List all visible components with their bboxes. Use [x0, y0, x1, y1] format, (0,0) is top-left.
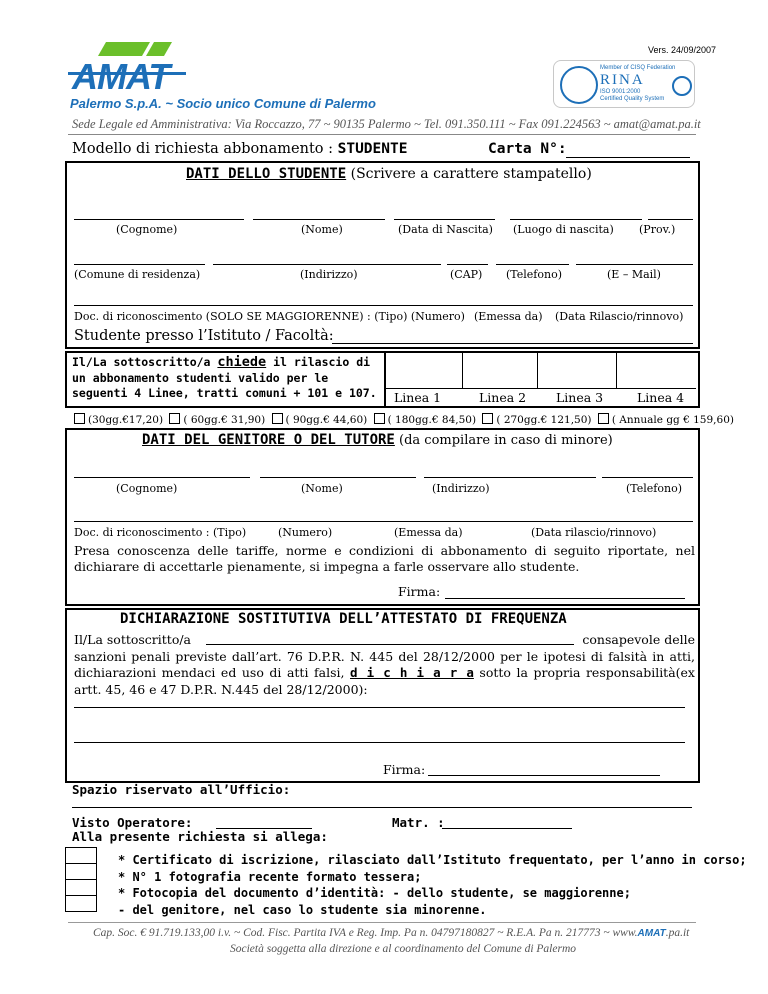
- declaration-signature-label: Firma:: [383, 762, 426, 777]
- student-note: (Scrivere a carattere stampatello): [346, 166, 592, 182]
- declarant-name-field[interactable]: [206, 644, 574, 645]
- form-title: [72, 141, 407, 157]
- label-address: (Indirizzo): [300, 268, 358, 281]
- matr-label: Matr. :: [392, 815, 445, 830]
- institute-field[interactable]: [332, 343, 693, 344]
- footer-brand: AMAT: [637, 928, 666, 939]
- request-text-a: Il/La sottoscritto/a: [72, 355, 218, 369]
- request-chiede: chiede: [217, 354, 267, 370]
- attach-label: Alla presente richiesta si allega:: [72, 829, 328, 844]
- form-model-type: STUDENTE: [337, 141, 408, 157]
- parent-statement: Presa conoscenza delle tariffe, norme e condizioni di abbonamento di seguito riportate, nel dichiarare di accettarle pienamente, si impegna a farle osservare allo studente.: [74, 543, 695, 574]
- form-model: Modello di richiesta abbonamento :: [72, 141, 338, 157]
- rina-seal-icon: [560, 66, 598, 104]
- footer-line-1: [93, 927, 689, 939]
- parent-section: [65, 428, 700, 606]
- parent-address-field[interactable]: [424, 477, 596, 478]
- label-student-issued-by: (Emessa da): [474, 310, 543, 323]
- parent-title: DATI DEL GENITORE O DEL TUTORE: [142, 432, 395, 448]
- attach-id-student-checkbox[interactable]: [65, 879, 97, 896]
- header-divider: [68, 134, 696, 135]
- cisq-seal-icon: [672, 76, 692, 96]
- label-residence: (Comune di residenza): [74, 268, 201, 281]
- parent-signature-field[interactable]: [445, 598, 685, 599]
- birthplace-field[interactable]: [510, 219, 642, 220]
- amat-logo: [68, 42, 193, 100]
- label-phone: (Telefono): [506, 268, 563, 281]
- declaration-field-2[interactable]: [74, 742, 685, 743]
- company-address: Sede Legale ed Amministrativa: Via Roccazzo, 77 ~ 90135 Palermo ~ Tel. 091.350.111 ~ Fax 091.224563 ~ amat@amat.pa.it: [72, 117, 701, 131]
- label-parent-issue-date: (Data rilascio/rinnovo): [531, 526, 657, 539]
- declaration-p1: Il/La sottoscritto/a: [74, 632, 192, 647]
- operator-label: Visto Operatore:: [72, 815, 193, 830]
- label-student-issue-date: (Data Rilascio/rinnovo): [555, 310, 684, 323]
- label-email: (E – Mail): [607, 268, 661, 281]
- label-parent-doc-type: Doc. di riconoscimento : (Tipo): [74, 526, 247, 539]
- parent-signature-label: Firma:: [398, 584, 441, 599]
- parent-name-field[interactable]: [260, 477, 416, 478]
- lines-divider: [616, 353, 617, 388]
- lines-divider: [384, 353, 386, 406]
- parent-note: (da compilare in caso di minore): [394, 433, 613, 448]
- attachment-item: * N° 1 fotografia recente formato tessera;: [118, 869, 422, 884]
- declaration-p1-end: consapevole delle: [582, 632, 695, 647]
- rina-certification: [553, 60, 695, 108]
- subscription-options: [71, 413, 734, 426]
- footer-text: Cap. Soc. € 91.719.133,00 i.v. ~ Cod. Fisc. Partita IVA e Reg. Imp. Pa n. 04797180827 ~ R.E.A. Pa n. 217773 ~ www.: [93, 927, 638, 939]
- declaration-p3: sotto la propria responsabilità(ex artt. 45, 46 e 47 D.P.R. N.445 del 28/12/2000):: [74, 665, 695, 697]
- rina-member: Member of CISQ Federation: [600, 65, 676, 71]
- option-90: ( 90gg.€ 44,60): [285, 414, 368, 426]
- phone-field[interactable]: [496, 264, 569, 265]
- label-name: (Nome): [301, 223, 343, 236]
- label-cap: (CAP): [450, 268, 483, 281]
- brand-name: AMAT: [72, 56, 170, 97]
- student-section-title: [186, 166, 592, 182]
- lines-divider: [462, 353, 463, 388]
- lines-divider: [537, 353, 538, 388]
- address-field[interactable]: [213, 264, 441, 265]
- parent-phone-field[interactable]: [602, 477, 693, 478]
- birthdate-field[interactable]: [394, 219, 495, 220]
- footer-divider: [68, 922, 696, 923]
- label-parent-address: (Indirizzo): [432, 482, 490, 495]
- residence-field[interactable]: [74, 264, 205, 265]
- option-180: ( 180gg.€ 84,50): [387, 414, 477, 426]
- attachment-item: * Fotocopia del documento d’identità: - dello studente, se maggiorenne;: [118, 886, 631, 900]
- option-30-checkbox[interactable]: [74, 413, 85, 424]
- line-1-label[interactable]: Linea 1: [394, 390, 442, 405]
- matr-field[interactable]: [442, 828, 572, 829]
- rina-label: RINA: [600, 72, 645, 88]
- office-line: [72, 807, 692, 808]
- student-title: DATI DELLO STUDENTE: [186, 166, 347, 182]
- attach-certificate-checkbox[interactable]: [65, 847, 97, 864]
- label-surname: (Cognome): [116, 223, 178, 236]
- declaration-title: DICHIARAZIONE SOSTITUTIVA DELL’ATTESTATO DI FREQUENZA: [120, 611, 567, 627]
- option-annual-checkbox[interactable]: [598, 413, 609, 424]
- footer-text-end: .pa.it: [665, 927, 690, 939]
- attach-id-parent-checkbox[interactable]: [65, 895, 97, 912]
- label-parent-doc-number: (Numero): [278, 526, 333, 539]
- attachments-list: [118, 852, 747, 918]
- brand-subtitle: Palermo S.p.A. ~ Socio unico Comune di Palermo: [70, 96, 376, 111]
- email-field[interactable]: [576, 264, 693, 265]
- card-number-label: Carta N°:: [488, 141, 567, 157]
- line-3-label[interactable]: Linea 3: [556, 390, 604, 405]
- label-province: (Prov.): [639, 223, 676, 236]
- attach-photo-checkbox[interactable]: [65, 863, 97, 880]
- lines-baseline: [384, 388, 696, 389]
- attachment-item: - del genitore, nel caso lo studente sia minorenne.: [118, 902, 487, 917]
- rina-iso: ISO 9001:2000: [600, 89, 641, 95]
- parent-document-field[interactable]: [74, 521, 693, 522]
- declaration-signature-field[interactable]: [428, 775, 660, 776]
- option-270: ( 270gg.€ 121,50): [496, 414, 592, 426]
- attachment-item: * Certificato di iscrizione, rilasciato dall’Istituto frequentato, per l’anno in corso;: [118, 853, 747, 867]
- cap-field[interactable]: [447, 264, 488, 265]
- line-4-label[interactable]: Linea 4: [637, 390, 685, 405]
- label-birthdate: (Data di Nascita): [398, 223, 493, 236]
- request-text-b: il rilascio di un abbonamento studenti valido per le seguenti 4 Linee, tratti comuni + 101 e 107.: [72, 355, 377, 400]
- student-document-field[interactable]: [74, 305, 693, 306]
- footer-line-2: Società soggetta alla direzione e al coordinamento del Comune di Palermo: [230, 943, 577, 955]
- option-60: ( 60gg.€ 31,90): [183, 414, 266, 426]
- surname-field[interactable]: [74, 219, 244, 220]
- declaration-text: [74, 632, 695, 698]
- office-title: Spazio riservato all’Ufficio:: [72, 782, 291, 797]
- label-parent-surname: (Cognome): [116, 482, 178, 495]
- option-30: (30gg.€17,20): [88, 414, 164, 426]
- label-birthplace: (Luogo di nascita): [513, 223, 614, 236]
- province-field[interactable]: [648, 219, 693, 220]
- option-180-checkbox[interactable]: [374, 413, 385, 424]
- option-90-checkbox[interactable]: [272, 413, 283, 424]
- name-field[interactable]: [253, 219, 385, 220]
- card-number-field[interactable]: [566, 157, 690, 158]
- line-2-label[interactable]: Linea 2: [479, 390, 527, 405]
- label-parent-issued-by: (Emessa da): [394, 526, 463, 539]
- label-parent-name: (Nome): [301, 482, 343, 495]
- declaration-p2: sanzioni penali previste dall’art. 76 D.P.R. N. 445 del 28/12/2000 per le ipotesi di falsità in atti, dichiarazioni mendaci ed uso di atti falsi,: [74, 648, 695, 680]
- request-text: [72, 355, 382, 402]
- parent-section-title: [142, 432, 613, 448]
- declaration-field-1[interactable]: [74, 707, 685, 708]
- rina-cert: Certified Quality System: [600, 96, 665, 102]
- version-label: Vers. 24/09/2007: [647, 45, 716, 55]
- option-60-checkbox[interactable]: [169, 413, 180, 424]
- label-parent-phone: (Telefono): [626, 482, 683, 495]
- option-annual: ( Annuale gg € 159,60): [611, 414, 734, 426]
- institute-label: Studente presso l’Istituto / Facoltà:: [74, 328, 334, 344]
- parent-surname-field[interactable]: [74, 477, 250, 478]
- label-student-document: Doc. di riconoscimento (SOLO SE MAGGIORENNE) : (Tipo) (Numero): [74, 310, 465, 323]
- option-270-checkbox[interactable]: [482, 413, 493, 424]
- declaration-dichiara: d i c h i a r a: [350, 665, 474, 680]
